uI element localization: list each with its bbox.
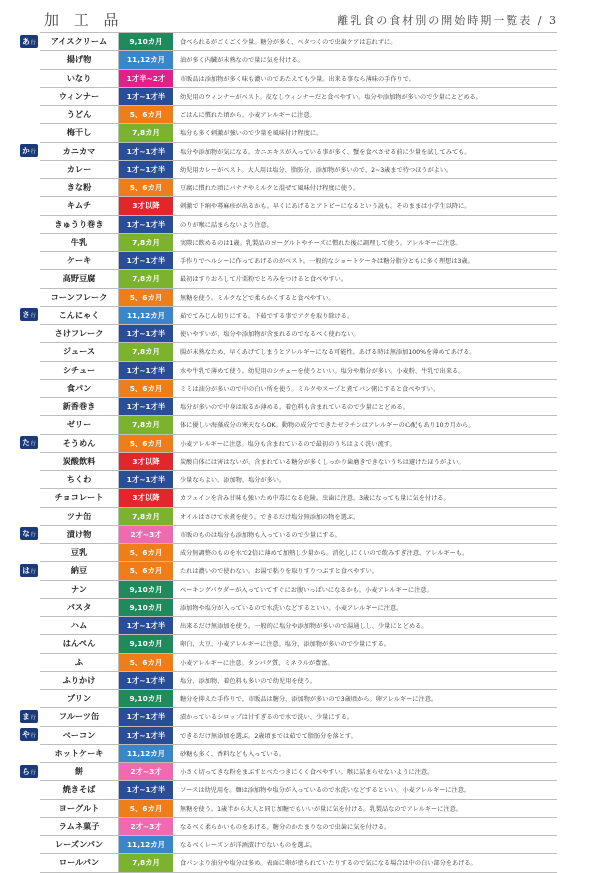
section-kana: か xyxy=(22,146,30,155)
start-age-badge: 5、6カ月 xyxy=(119,106,174,123)
section-suffix: 行 xyxy=(30,568,36,575)
food-name: いなり xyxy=(40,70,119,87)
food-note: 無糖を使う。1歳半から大人と同じ加糖でもいいが量に気を付ける。乳製品なのでアレルギーに注意。 xyxy=(180,805,462,813)
section-suffix: 行 xyxy=(30,313,36,320)
start-age-badge: 11,12カ月 xyxy=(119,836,174,853)
food-note: 使いやすいが、塩分や添加物が含まれるのでなるべく使わない。 xyxy=(180,331,360,339)
food-note: 市販品は添加物が多く味も濃いのであたえても少量。出来る事なら薄味の手作りで。 xyxy=(180,75,415,83)
food-note: なるべくレーズンが洋酒漬けでないものを選ぶ。 xyxy=(180,842,316,850)
section-tab xyxy=(20,35,38,48)
food-note: 豆腐に慣れた頃にバナナやミルクと混ぜて風味付け程度に使う。 xyxy=(180,185,360,193)
table-row xyxy=(40,289,557,307)
start-age-badge: 1才~1才半 xyxy=(119,143,174,160)
table-row xyxy=(40,362,557,380)
section-tab xyxy=(20,765,38,778)
table-row xyxy=(40,727,557,745)
food-note: 最初はすりおろして片栗粉でとろみをつけると食べやすい。 xyxy=(180,276,348,284)
food-note: 小麦アレルギーに注意。タンパク質、ミネラルが豊富。 xyxy=(180,659,334,667)
table-row xyxy=(40,745,557,763)
table-row xyxy=(40,818,557,836)
food-note: 塩分が多いので中身は取るか薄める。着色料も含まれているので少量にとどめる。 xyxy=(180,404,409,412)
table-row xyxy=(40,270,557,288)
food-name: 牛乳 xyxy=(40,234,119,251)
table-row xyxy=(40,854,557,872)
table-row xyxy=(40,672,557,690)
table-row xyxy=(40,763,557,781)
table-row xyxy=(40,617,557,635)
food-note: できるだけ無添加を選ぶ。2歳頃までは茹でて脂肪分を落とす。 xyxy=(180,732,357,740)
food-name: パスタ xyxy=(40,599,119,616)
food-name: 梅干し xyxy=(40,124,119,141)
food-name: こんにゃく xyxy=(40,307,119,324)
food-note: 糖分を抑えた手作りで。市販品は糖分、添加物が多いので3歳頃から。卵アレルギーに注意。 xyxy=(180,696,438,704)
start-age-badge: 9,10カ月 xyxy=(119,635,174,652)
food-name: ホットケーキ xyxy=(40,745,119,762)
table-row xyxy=(40,489,557,507)
food-note: たれは濃いので使わない。お湯で粘りを取りすりつぶすと食べやすい。 xyxy=(180,568,378,576)
table-row xyxy=(40,106,557,124)
food-name: プリン xyxy=(40,690,119,707)
start-age-badge: 1才~1才半 xyxy=(119,471,174,488)
start-age-badge: 9,10カ月 xyxy=(119,599,174,616)
section-kana: さ xyxy=(22,310,30,320)
food-name: コーンフレーク xyxy=(40,289,119,306)
food-name: さけフレーク xyxy=(40,325,119,342)
food-note: 無糖を使う。ミルクなどで柔らかくすると食べやすい。 xyxy=(180,294,335,302)
food-name: ロールパン xyxy=(40,854,119,871)
start-age-badge: 2才~3才 xyxy=(119,526,174,543)
table-row xyxy=(40,453,557,471)
start-age-badge: 9,10カ月 xyxy=(119,33,174,50)
table-row xyxy=(40,197,557,215)
start-age-badge: 3才以降 xyxy=(119,489,174,506)
section-tab xyxy=(20,436,38,449)
food-note: ごはんに慣れた頃から。小麦アレルギーに注意。 xyxy=(180,112,316,120)
start-age-badge: 1才半~2才 xyxy=(119,70,174,87)
food-note: 幼児用カレーがベスト。大人用は塩分、脂肪分、添加物が多いので、2~3歳まで待つほうがよい。 xyxy=(180,166,453,174)
table-row xyxy=(40,690,557,708)
table-row xyxy=(40,508,557,526)
section-tab xyxy=(20,144,38,157)
start-age-badge: 1才~1才半 xyxy=(119,362,174,379)
food-note: 砂糖も多く、香料なども入っている。 xyxy=(180,750,286,758)
table-row xyxy=(40,307,557,325)
section-kana: あ xyxy=(22,36,30,46)
food-note: 漬かっているシロップは甘すぎるので水で洗い、少量にする。 xyxy=(180,714,354,722)
food-note: 水や牛乳で薄めて使う。幼児用のシチューを使うといい。塩分や脂分が多い。小麦粉、牛乳で出来る。 xyxy=(180,367,465,375)
table-row xyxy=(40,124,557,142)
food-name: フルーツ缶 xyxy=(40,708,119,725)
start-age-badge: 9,10カ月 xyxy=(119,690,174,707)
food-name: きな粉 xyxy=(40,179,119,196)
start-age-badge: 7,8カ月 xyxy=(119,234,174,251)
start-age-badge: 11,12カ月 xyxy=(119,51,174,68)
start-age-badge: 1才~1才半 xyxy=(119,617,174,634)
food-note: 塩分、添加物、着色料も多いので幼児用を使う。 xyxy=(180,677,317,685)
food-name: ラムネ菓子 xyxy=(40,818,119,835)
food-note: 刺激で下痢や蕁麻疹が出るかも。早くにあげるとアトピーになるという説も。そのままは小学生以降に。 xyxy=(180,203,471,211)
food-name: ジュース xyxy=(40,343,119,360)
table-row xyxy=(40,416,557,434)
start-age-badge: 7,8カ月 xyxy=(119,416,174,433)
section-tab xyxy=(20,728,38,741)
food-note: 卵白、大豆、小麦アレルギーに注意。塩分、添加物が多いので少量にする。 xyxy=(180,641,390,649)
table-row xyxy=(40,599,557,617)
food-note: 塩分や添加物が気になる。カニエキスが入っている事が多く、蟹を食べさせる前に少量を試してみても。 xyxy=(180,148,471,156)
table-row xyxy=(40,562,557,580)
table-row xyxy=(40,380,557,398)
food-name: アイスクリーム xyxy=(40,33,119,50)
section-suffix: 行 xyxy=(30,769,36,776)
table-row xyxy=(40,581,557,599)
start-age-badge: 3才以降 xyxy=(119,197,174,214)
table-row xyxy=(40,343,557,361)
food-name: ヨーグルト xyxy=(40,800,119,817)
food-name: ベーコン xyxy=(40,727,119,744)
start-age-badge: 7,8カ月 xyxy=(119,124,174,141)
section-suffix: 行 xyxy=(30,149,36,155)
start-age-badge: 5、6カ月 xyxy=(119,179,174,196)
food-name: レーズンパン xyxy=(40,836,119,853)
food-name: ちくわ xyxy=(40,471,119,488)
food-note: 炭酸自体には害はないが、含まれている糖分が多くしっかり歯磨きできないうちは避けたほうがよい。 xyxy=(180,458,465,466)
section-tab xyxy=(20,527,38,540)
food-note: ソースは幼児用を。麺は添加物や塩分が入っているので水洗いなどするといい。小麦アレルギーに注意。 xyxy=(180,787,471,795)
food-note: 小さく切ってきな粉をまぶすとべたつきにくく食べやすい。喉に詰まらせないように注意。 xyxy=(180,769,434,777)
food-note: 塩分も多く刺激が強いので少量を風味付け程度に。 xyxy=(180,130,323,138)
food-name: 新香巻き xyxy=(40,398,119,415)
table-row xyxy=(40,708,557,726)
food-table xyxy=(40,32,557,873)
food-note: 市販のものは塩分も添加物も入っているので少量にする。 xyxy=(180,531,341,539)
start-age-badge: 2才~3才 xyxy=(119,818,174,835)
food-name: はんぺん xyxy=(40,635,119,652)
food-name: 餅 xyxy=(40,763,119,780)
food-note: のりが喉に詰まらないよう注意。 xyxy=(180,221,273,229)
section-suffix: 行 xyxy=(30,532,36,539)
start-age-badge: 9,10カ月 xyxy=(119,581,174,598)
start-age-badge: 1才~1才半 xyxy=(119,88,174,105)
section-kana: は xyxy=(22,565,30,575)
start-age-badge: 1才~1才半 xyxy=(119,325,174,342)
section-suffix: 行 xyxy=(30,39,36,46)
start-age-badge: 5、6カ月 xyxy=(119,289,174,306)
food-name: 食パン xyxy=(40,380,119,397)
food-name: 漬け物 xyxy=(40,526,119,543)
food-name: そうめん xyxy=(40,435,119,452)
start-age-badge: 5、6カ月 xyxy=(119,544,174,561)
start-age-badge: 3才以降 xyxy=(119,453,174,470)
start-age-badge: 5、6カ月 xyxy=(119,654,174,671)
start-age-badge: 1才~1才半 xyxy=(119,708,174,725)
food-note: 実際に飲めるのは1歳。乳製品のヨーグルトやチーズに慣れた後に調理して使う。アレルギーに注意。 xyxy=(180,239,462,247)
start-age-badge: 1才~1才半 xyxy=(119,781,174,798)
table-row xyxy=(40,781,557,799)
table-row xyxy=(40,216,557,234)
food-note: 茹でてみじん切りにする。下茹でする事でアクを取り除ける。 xyxy=(180,312,354,320)
food-name: ふりかけ xyxy=(40,672,119,689)
food-name: チョコレート xyxy=(40,489,119,506)
table-row xyxy=(40,435,557,453)
section-suffix: 行 xyxy=(30,733,36,739)
food-note: 少量ならよい。添加物、塩分が多い。 xyxy=(180,477,286,485)
food-name: 炭酸飲料 xyxy=(40,453,119,470)
section-kana: た xyxy=(22,438,30,447)
food-name: ツナ缶 xyxy=(40,508,119,525)
food-note: 添加物や塩分が入っているので水洗いなどするといい。小麦アレルギーに注意。 xyxy=(180,604,403,612)
food-name: 豆乳 xyxy=(40,544,119,561)
document-title: 離乳食の食材別の開始時期一覧表 / 3 xyxy=(337,14,558,27)
food-note: 成分無調整のものを水で2倍に薄めて加熱し少量から。消化しにくいので飲みすぎ注意。アレルギーも。 xyxy=(180,550,469,558)
table-row xyxy=(40,51,557,69)
food-note: 食べられるがごくごく少量。糖分が多く、ベタつくので虫歯ケアは忘れずに。 xyxy=(180,39,397,47)
food-name: 焼きそば xyxy=(40,781,119,798)
table-row xyxy=(40,654,557,672)
start-age-badge: 11,12カ月 xyxy=(119,745,174,762)
table-row xyxy=(40,635,557,653)
start-age-badge: 5、6カ月 xyxy=(119,562,174,579)
table-row xyxy=(40,161,557,179)
section-suffix: 行 xyxy=(30,441,36,447)
start-age-badge: 11,12カ月 xyxy=(119,307,174,324)
food-note: 腸が未熟なため、早くあげてしまうとアレルギーになる可能性。あげる時は無添加100%を薄めてあげる。 xyxy=(180,349,476,357)
food-name: ウィンナー xyxy=(40,88,119,105)
category-title: 加 工 品 xyxy=(44,11,124,29)
section-suffix: 行 xyxy=(30,714,36,721)
table-row xyxy=(40,70,557,88)
start-age-badge: 7,8カ月 xyxy=(119,508,174,525)
section-kana: や xyxy=(22,730,30,739)
food-note: オイルはさけて水煮を使う。できるだけ塩分無添加の物を選ぶ。 xyxy=(180,513,360,521)
table-row xyxy=(40,179,557,197)
food-name: ゼリー xyxy=(40,416,119,433)
food-note: 幼児用のウィンナーがベスト。皮なしウィンナーだと食べやすい。塩分や添加物が多いので少量にとどめる。 xyxy=(180,93,482,101)
food-name: 揚げ物 xyxy=(40,51,119,68)
start-age-badge: 1才~1才半 xyxy=(119,672,174,689)
food-name: カニカマ xyxy=(40,143,119,160)
start-age-badge: 5、6カ月 xyxy=(119,800,174,817)
table-row xyxy=(40,544,557,562)
food-name: きゅうり巻き xyxy=(40,216,119,233)
food-name: 納豆 xyxy=(40,562,119,579)
start-age-badge: 1才~1才半 xyxy=(119,216,174,233)
table-row xyxy=(40,33,557,51)
food-name: ハム xyxy=(40,617,119,634)
start-age-badge: 2才~3才 xyxy=(119,763,174,780)
food-name: キムチ xyxy=(40,197,119,214)
table-row xyxy=(40,88,557,106)
food-note: 体に優しい海藻成分の寒天ならOK。動物の成分でできたゼラチンはアレルギーの心配もあり10カ月から。 xyxy=(180,422,475,430)
table-row xyxy=(40,234,557,252)
page-header xyxy=(0,0,596,30)
table-row xyxy=(40,398,557,416)
food-name: うどん xyxy=(40,106,119,123)
table-row xyxy=(40,471,557,489)
food-name: ナン xyxy=(40,581,119,598)
section-tab xyxy=(20,308,38,321)
food-note: 油が多く内臓が未熟なので量に気を付ける。 xyxy=(180,57,304,65)
start-age-badge: 1才~1才半 xyxy=(119,161,174,178)
start-age-badge: 7,8カ月 xyxy=(119,343,174,360)
food-name: 高野豆腐 xyxy=(40,270,119,287)
food-name: ケーキ xyxy=(40,252,119,269)
start-age-badge: 7,8カ月 xyxy=(119,270,174,287)
table-row xyxy=(40,526,557,544)
food-name: ふ xyxy=(40,654,119,671)
table-row xyxy=(40,252,557,270)
food-note: 出来るだけ無添加を使う。一般的に塩分や添加物が多いので湯通しし、少量にとどめる。 xyxy=(180,623,428,631)
section-tab xyxy=(20,564,38,577)
section-kana: な xyxy=(22,529,30,539)
section-tab xyxy=(20,710,38,723)
food-name: シチュー xyxy=(40,362,119,379)
start-age-badge: 7,8カ月 xyxy=(119,854,174,871)
start-age-badge: 1才~1才半 xyxy=(119,727,174,744)
food-name: カレー xyxy=(40,161,119,178)
start-age-badge: 1才~1才半 xyxy=(119,398,174,415)
food-note: なるべく柔らかいものをあげる。糖分のかたまりなので虫歯に気を付ける。 xyxy=(180,823,391,831)
table-row xyxy=(40,143,557,161)
start-age-badge: 5、6カ月 xyxy=(119,435,174,452)
section-kana: ら xyxy=(22,766,30,776)
food-note: ミミは油分が多いので中の白い所を使う。ミルクやスープと煮てパン粥にすると食べやすい。 xyxy=(180,385,440,393)
food-note: 手作りでヘルシーに作ってあげるのがベスト。一般的なショートケーキは糖分脂分ともに多く理想は3歳。 xyxy=(180,258,474,266)
table-row xyxy=(40,836,557,854)
food-note: 小麦アレルギーに注意。塩分も含まれているので最初のうちはよく洗い流す。 xyxy=(180,440,396,448)
table-row xyxy=(40,800,557,818)
food-note: カフェインを含み甘味も強いため中毒になる危険。虫歯に注意。3歳になっても量に気を付ける。 xyxy=(180,495,450,503)
start-age-badge: 1才~1才半 xyxy=(119,252,174,269)
food-note: 食パンより油分や塩分は多め。表面に卵が塗られていたりするので気になる場合は中の白い部分をあげる。 xyxy=(180,860,477,868)
start-age-badge: 5、6カ月 xyxy=(119,380,174,397)
food-note: ベーキングパウダーが入っていてすぐにお腹いっぱいになるかも。小麦アレルギーに注意。 xyxy=(180,586,433,594)
table-row xyxy=(40,325,557,343)
section-kana: ま xyxy=(22,711,30,721)
